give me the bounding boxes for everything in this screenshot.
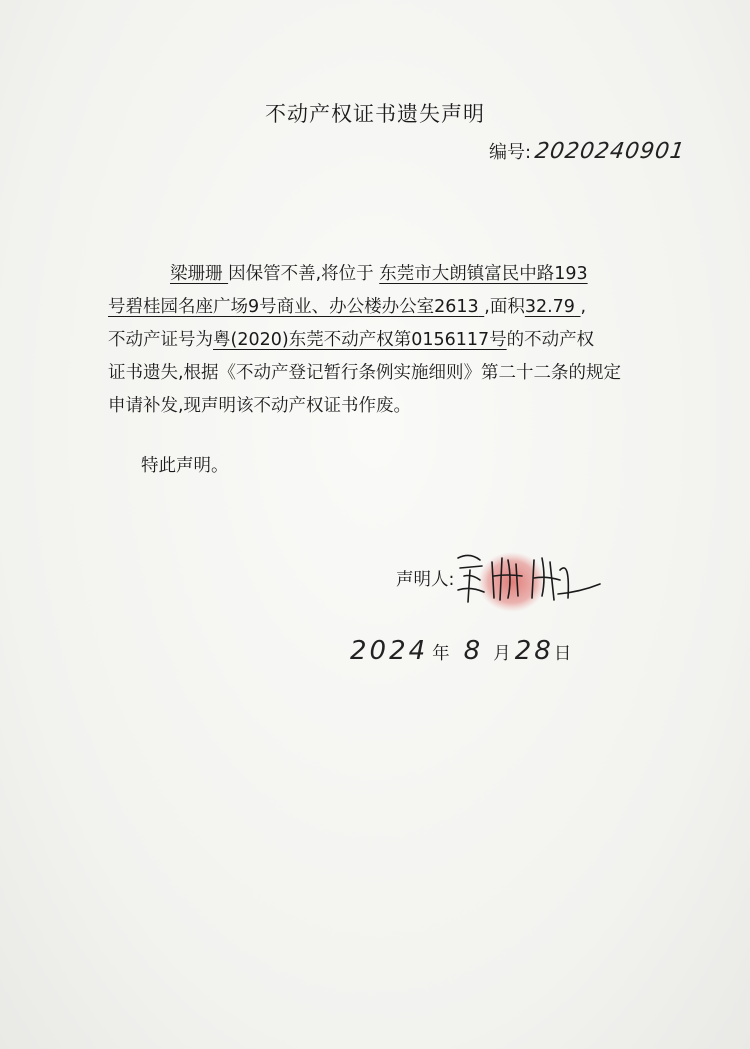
body-text-3: 不动产证号为 [108, 330, 213, 350]
date-day-unit: 日 [553, 644, 572, 664]
body-line-4: 证书遗失,根据《不动产登记暂行条例实施细则》第二十二条的规定 [108, 363, 622, 383]
body-text-2-end: , [580, 297, 587, 317]
number-value: 2020240901 [533, 139, 687, 164]
owner-name: 梁珊珊 [170, 264, 223, 284]
body-text-1: 因保管不善,将位于 [228, 264, 374, 284]
signature-with-fingerprint [450, 540, 610, 620]
document-number [489, 138, 685, 164]
date-month: 8 [463, 636, 484, 666]
date-day: 28 [514, 636, 554, 666]
declaration-date [350, 636, 571, 666]
date-year: 2024 [350, 636, 429, 666]
body-line-2 [108, 291, 648, 324]
declaration-body [108, 258, 648, 423]
cert-number: 粤(2020)东莞不动产权第0156117号 [213, 330, 507, 350]
closing-text: 特此声明。 [141, 456, 229, 476]
declarant-label: 声明人: [396, 570, 455, 590]
body-line-1 [108, 258, 648, 291]
date-month-unit: 月 [493, 644, 511, 664]
body-text-2: ,面积 [484, 297, 525, 317]
document-title: 不动产权证书遗失声明 [265, 102, 485, 126]
body-text-3-end: 的不动产权 [506, 330, 595, 350]
body-line-5: 申请补发,现声明该不动产权证书作废。 [108, 396, 412, 416]
fingerprint-mark [478, 552, 546, 612]
date-year-unit: 年 [432, 644, 450, 664]
address-part-2: 号碧桂园名座广场9号商业、办公楼办公室2613 [108, 297, 479, 317]
address-part-1: 东莞市大朗镇富民中路193 [379, 264, 588, 284]
body-line-3 [108, 324, 648, 357]
number-label: 编号: [489, 142, 532, 163]
area-value: 32.79 [524, 297, 575, 317]
